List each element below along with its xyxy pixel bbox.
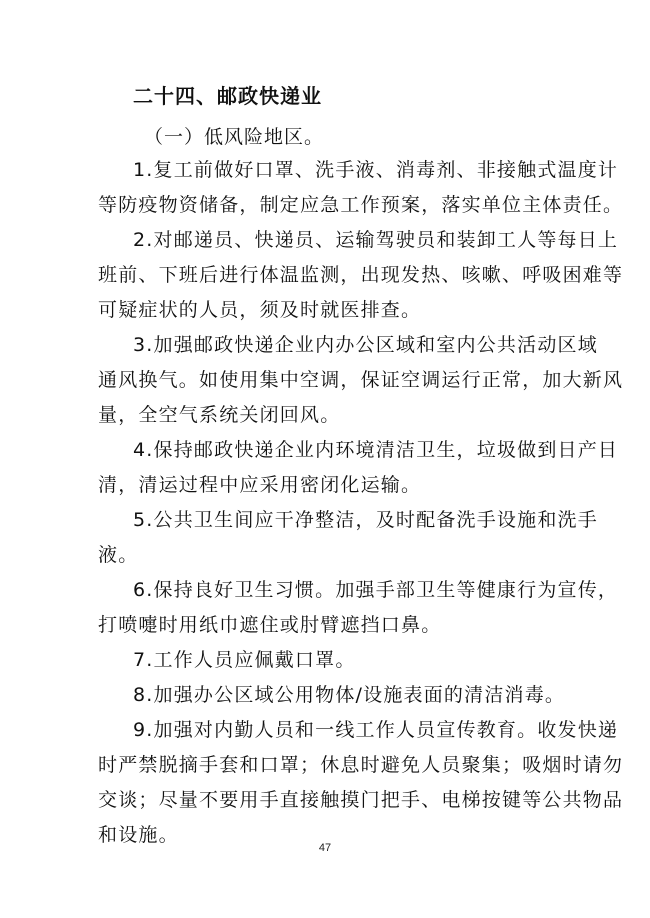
text-line: 清，清运过程中应采用密闭化运输。 [98, 474, 422, 496]
text-line: 通风换气。如使用集中空调，保证空调运行正常，加大新风 [98, 369, 624, 391]
text-line: 和设施。 [98, 824, 179, 846]
text-line: 可疑症状的人员，须及时就医排查。 [98, 299, 422, 321]
text-line: 9.加强对内勤人员和一线工作人员宣传教育。收发快递 [133, 719, 619, 741]
text-line: 班前、下班后进行体温监测，出现发热、咳嗽、呼吸困难等 [98, 264, 624, 286]
text-line: 3.加强邮政快递企业内办公区域和室内公共活动区域 [133, 334, 598, 356]
text-line: 5.公共卫生间应干净整洁，及时配备洗手设施和洗手 [133, 509, 598, 531]
text-line: 1.复工前做好口罩、洗手液、消毒剂、非接触式温度计 [133, 159, 619, 181]
text-line: 7.工作人员应佩戴口罩。 [133, 649, 356, 671]
page-number: 47 [318, 842, 332, 854]
text-line: 量，全空气系统关闭回风。 [98, 404, 341, 426]
text-line: 打喷嚏时用纸巾遮住或肘臂遮挡口鼻。 [98, 614, 442, 636]
text-line: 4.保持邮政快递企业内环境清洁卫生，垃圾做到日产日 [133, 439, 619, 461]
text-line: 8.加强办公区域公用物体/设施表面的清洁消毒。 [133, 684, 566, 706]
text-line: 等防疫物资储备，制定应急工作预案，落实单位主体责任。 [98, 194, 624, 216]
text-line: 6.保持良好卫生习惯。加强手部卫生等健康行为宣传， [133, 579, 619, 601]
section-heading: 二十四、邮政快递业 [133, 84, 322, 108]
text-line: 2.对邮递员、快递员、运输驾驶员和装卸工人等每日上 [133, 229, 619, 251]
text-line: 时严禁脱摘手套和口罩；休息时避免人员聚集；吸烟时请勿 [98, 754, 624, 776]
subsection-heading: （一）低风险地区。 [144, 126, 325, 148]
text-line: 交谈；尽量不要用手直接触摸门把手、电梯按键等公共物品 [98, 789, 624, 811]
text-line: 液。 [98, 544, 139, 566]
